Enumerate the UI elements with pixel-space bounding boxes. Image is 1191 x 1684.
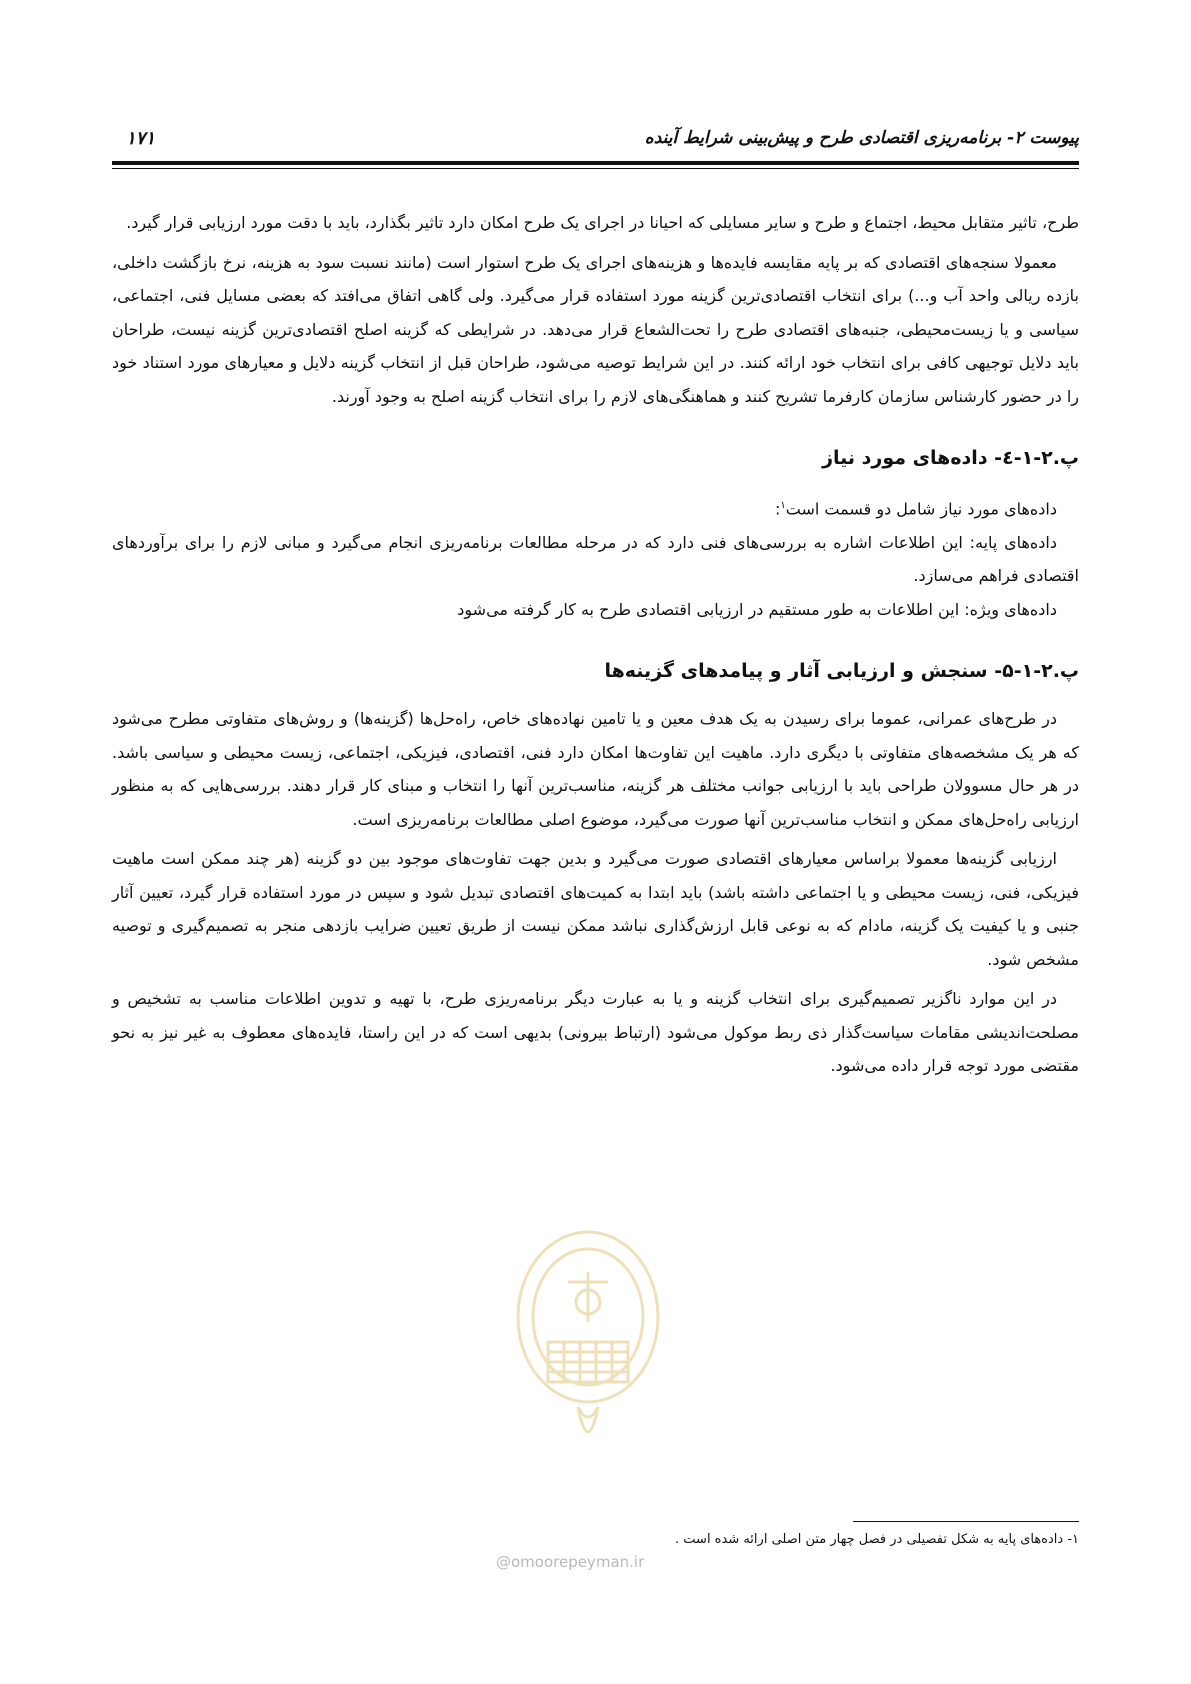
footnote-text: ۱- داده‌های پایه به شکل تفصیلی در فصل چهار متن اصلی ارائه شده است . xyxy=(675,1532,1079,1547)
page-number: ۱۷۱ xyxy=(126,128,156,149)
section1-lead-text: داده‌های مورد نیاز شامل دو قسمت است xyxy=(785,499,1057,519)
intro-paragraph-2: معمولا سنجه‌های اقتصادی که بر پایه مقایسه فایده‌ها و هزینه‌های اجرای یک طرح استوار است (مانند نسبت سود به هزینه، نرخ بازگشت داخلی، بازده ریالی واحد آب و...) برای انتخاب اقتصادی‌ترین گزینه مورد استفاده قرار می‌گیرد. ولی گاهی اتفاق می‌افتد که بعضی مسایل فنی، اجتماعی، سیاسی و یا زیست‌محیطی، جنبه‌های اقتصادی طرح را تحت‌الشعاع قرار می‌دهد. در شرایطی که گزینه اصلح اقتصادی‌ترین گزینه نیست، طراحان باید دلایل توجیهی کافی برای انتخاب خود ارائه کنند. در این شرایط توصیه می‌شود، طراحان قبل از انتخاب گزینه دلایل و معیارهای مورد استناد خود را در حضور کارشناس سازمان کارفرما تشریح کنند و هماهنگی‌های لازم را برای انتخاب گزینه اصلح به وجود آورند. xyxy=(112,252,1079,406)
footnote-marker[interactable]: ۱ xyxy=(780,500,786,511)
section2-paragraph-2: ارزیابی گزینه‌ها معمولا براساس معیارهای اقتصادی صورت می‌گیرد و بدین جهت تفاوت‌های موجود بین دو گزینه (هر چند ممکن است ماهیت فیزیکی، فنی، زیست محیطی و یا اجتماعی داشته باشد) باید ابتدا به کمیت‌های اقتصادی تبدیل شود و سپس در مورد استفاده قرار گیرد، تعیین آثار جنبی و یا کیفیت یک گزینه، مادام که به نوعی قابل ارزش‌گذاری نباشد ممکن نیست از طریق تعیین ضرایب بازدهی منجر به تصمیم‌گیری و توصیه مشخص شود. xyxy=(112,849,1079,969)
header-rule-thick xyxy=(112,161,1079,165)
seal-logo-icon xyxy=(498,1222,678,1482)
page-header xyxy=(112,128,1079,164)
section-heading-data-required: پ.۲-۱-٤- داده‌های مورد نیاز xyxy=(822,447,1079,469)
section1-item-base-data: داده‌های پایه: این اطلاعات اشاره به بررسی‌های فنی دارد که در مرحله مطالعات برنامه‌ریزی انجام می‌گیرد و مبانی لازم را برای برآوردهای اقتصادی فراهم می‌سازد. xyxy=(112,532,1079,586)
footnote-divider xyxy=(853,1521,1079,1522)
header-rule-thin xyxy=(112,168,1079,169)
section1-item-special-data: داده‌های ویژه: این اطلاعات به طور مستقیم در ارزیابی اقتصادی طرح به کار گرفته می‌شود xyxy=(457,599,1057,619)
section1-lead-colon: : xyxy=(774,499,781,519)
intro-paragraph-1: طرح، تاثیر متقابل محیط، اجتماع و طرح و سایر مسایلی که احیانا در اجرای یک طرح امکان دارد تاثیر بگذارد، باید با دقت مورد ارزیابی قرار گیرد. xyxy=(126,213,1079,232)
section2-paragraph-1: در طرح‌های عمرانی، عموما برای رسیدن به یک هدف معین و یا تامین نهاده‌های خاص، راه‌حل‌ها (گزینه‌ها) و روش‌های متفاوتی مطرح می‌شود که هر یک مشخصه‌های متفاوتی با دیگری دارد. ماهیت این تفاوت‌ها امکان دارد فنی، اقتصادی، فیزیکی، اجتماعی، زیست محیطی و سیاسی باشد. در هر حال مسوولان طراحی باید با ارزیابی جوانب مختلف هر گزینه، مناسب‌ترین آنها را انتخاب و مبنای کار قرار دهند. بررسی‌هایی که به منظور ارزیابی راه‌حل‌های ممکن و انتخاب مناسب‌ترین آنها صورت می‌گیرد، موضوع اصلی مطالعات برنامه‌ریزی است. xyxy=(112,709,1079,829)
section1-lead xyxy=(112,489,1079,526)
header-title: پیوست ۲- برنامه‌ریزی اقتصادی طرح و پیش‌بینی شرایط آینده xyxy=(644,128,1079,148)
section-heading-assessment: پ.۲-۱-۵- سنجش و ارزیابی آثار و پیامدهای گزینه‌ها xyxy=(604,660,1079,683)
watermark-text: @omoorepeyman.ir xyxy=(496,1553,645,1571)
section2-paragraph-3: در این موارد ناگزیر تصمیم‌گیری برای انتخاب گزینه و یا به عبارت دیگر برنامه‌ریزی طرح، با تهیه و تدوین اطلاعات مناسب به تشخیص و مصلحت‌اندیشی مقامات سیاست‌گذار ذی ربط موکول می‌شود (ارتباط بیرونی) بدیهی است که در این راستا، فایده‌های معطوف به غیر نیز به نحو مقتضی مورد توجه قرار داده می‌شود. xyxy=(112,989,1079,1076)
page-body xyxy=(112,206,1079,1089)
